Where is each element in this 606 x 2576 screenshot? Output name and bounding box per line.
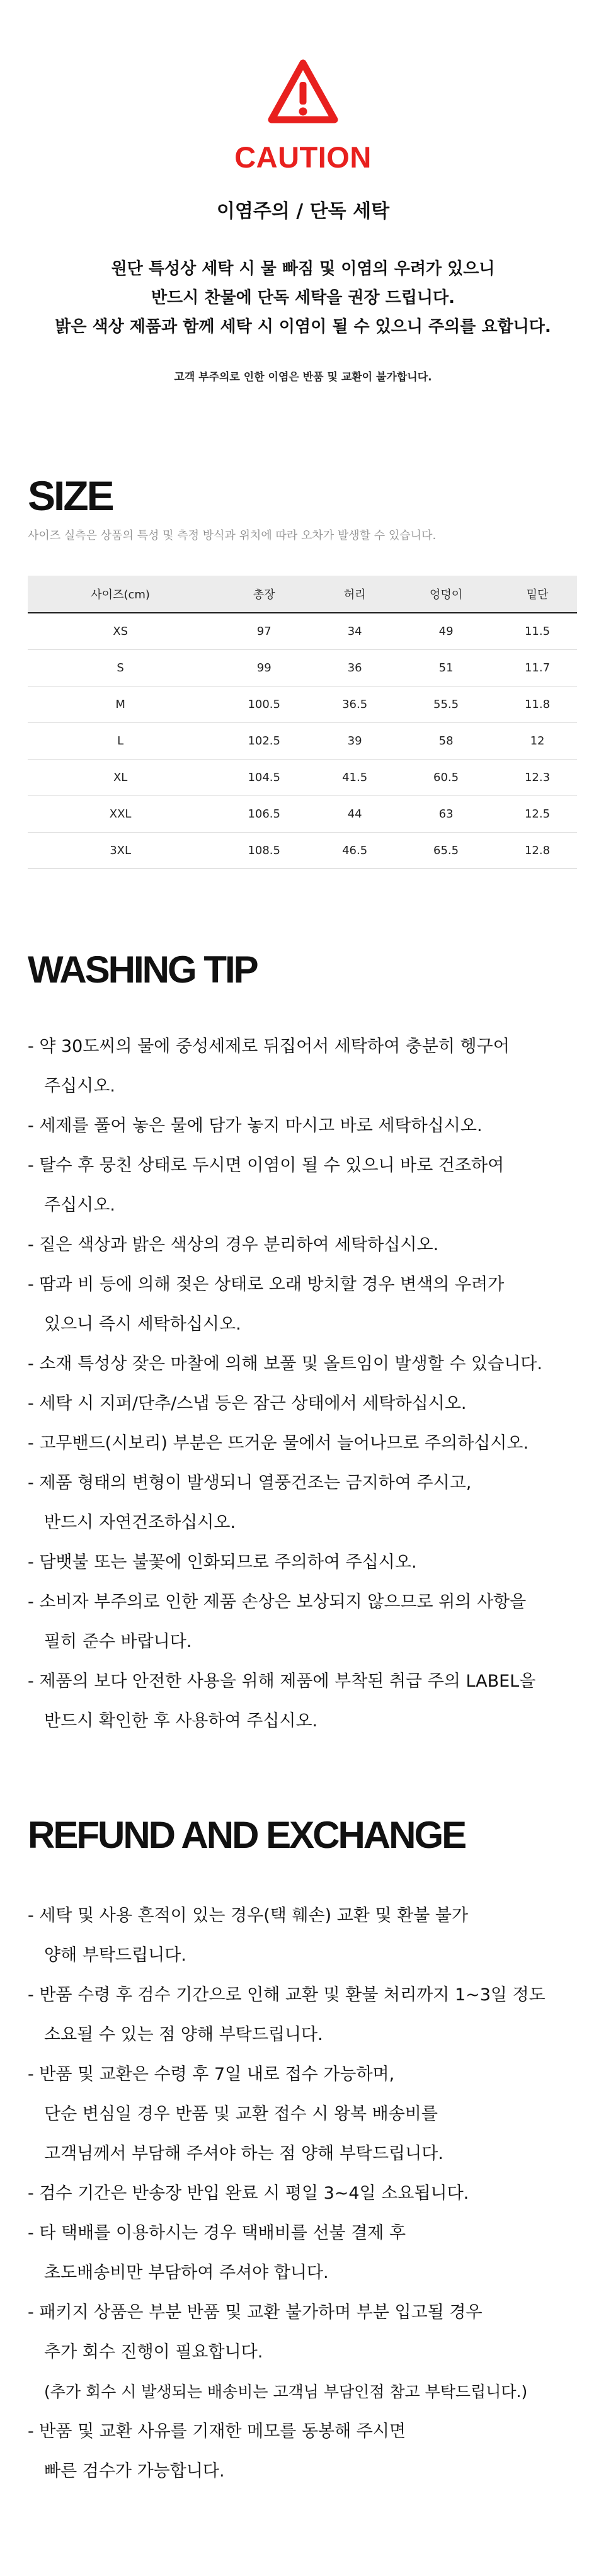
refund-exchange-list	[28, 1896, 582, 2491]
caution-line: 반드시 찬물에 단독 세탁을 권장 드립니다.	[151, 288, 455, 307]
size-title: SIZE	[28, 472, 113, 519]
washing-tip-line: - 세탁 시 지퍼/단추/스냅 등은 잠근 상태에서 세탁하십시오.	[28, 1394, 467, 1413]
refund-line: 초도배송비만 부담하여 주셔야 합니다.	[44, 2263, 329, 2282]
refund-exchange-title: REFUND AND EXCHANGE	[28, 1814, 466, 1856]
column-header: 허리	[315, 576, 394, 613]
refund-line: 빠른 검수가 가능합니다.	[44, 2461, 225, 2481]
table-cell: 12	[498, 723, 577, 760]
refund-line: 고객님께서 부담해 주셔야 하는 점 양해 부탁드립니다.	[44, 2144, 443, 2163]
washing-tip-line: 주십시오.	[44, 1076, 115, 1096]
table-cell: 65.5	[394, 833, 498, 869]
warning-triangle-icon	[266, 58, 340, 125]
table-cell: 104.5	[213, 760, 315, 796]
table-cell: 12.3	[498, 760, 577, 796]
refund-line: (추가 회수 시 발생되는 배송비는 고객님 부담인점 참고 부탁드립니다.)	[44, 2383, 528, 2401]
washing-tip-line: 필히 준수 바랍니다.	[44, 1632, 192, 1651]
refund-line: - 반품 및 교환 사유를 기재한 메모를 동봉해 주시면	[28, 2422, 406, 2441]
table-cell: XXL	[28, 796, 213, 833]
washing-tip-line: - 제품의 보다 안전한 사용을 위해 제품에 부착된 취급 주의 LABEL을	[28, 1672, 536, 1691]
washing-tip-line: - 탈수 후 뭉친 상태로 두시면 이염이 될 수 있으니 바로 건조하여	[28, 1156, 505, 1175]
table-cell: 41.5	[315, 760, 394, 796]
washing-tip-line: 반드시 확인한 후 사용하여 주십시오.	[44, 1711, 318, 1731]
table-cell: 11.7	[498, 650, 577, 687]
table-cell: 100.5	[213, 687, 315, 723]
washing-tip-title: WASHING TIP	[28, 949, 257, 991]
table-cell: 108.5	[213, 833, 315, 869]
washing-tip-line: - 약 30도씨의 물에 중성세제로 뒤집어서 세탁하여 충분히 헹구어	[28, 1037, 510, 1056]
table-row	[28, 760, 577, 796]
table-row	[28, 687, 577, 723]
table-cell: 36.5	[315, 687, 394, 723]
table-cell: 34	[315, 613, 394, 650]
refund-line: - 세탁 및 사용 흔적이 있는 경우(택 훼손) 교환 및 환불 불가	[28, 1906, 469, 1925]
washing-tip-line: - 땀과 비 등에 의해 젖은 상태로 오래 방치할 경우 변색의 우려가	[28, 1275, 505, 1294]
washing-tip-line: - 제품 형태의 변형이 발생되니 열풍건조는 금지하여 주시고,	[28, 1473, 472, 1493]
table-cell: 99	[213, 650, 315, 687]
table-row	[28, 650, 577, 687]
table-cell: 55.5	[394, 687, 498, 723]
size-table	[28, 576, 577, 869]
caution-heading: CAUTION	[234, 140, 372, 174]
washing-tip-line: 있으니 즉시 세탁하십시오.	[44, 1314, 241, 1334]
refund-line: - 타 택배를 이용하시는 경우 택배비를 선불 결제 후	[28, 2223, 406, 2243]
caution-note: 고객 부주의로 인한 이염은 반품 및 교환이 불가합니다.	[174, 371, 432, 384]
caution-line: 밝은 색상 제품과 함께 세탁 시 이염이 될 수 있으니 주의를 요합니다.	[55, 317, 551, 336]
refund-line: 양해 부탁드립니다.	[44, 1946, 186, 1965]
refund-line: - 검수 기간은 반송장 반입 완료 시 평일 3~4일 소요됩니다.	[28, 2184, 469, 2203]
table-cell: 11.8	[498, 687, 577, 723]
caution-line: 원단 특성상 세탁 시 물 빠짐 및 이염의 우려가 있으니	[111, 259, 495, 278]
table-cell: XS	[28, 613, 213, 650]
table-cell: 46.5	[315, 833, 394, 869]
washing-tip-line: - 짙은 색상과 밝은 색상의 경우 분리하여 세탁하십시오.	[28, 1235, 439, 1255]
washing-tip-line: - 세제를 풀어 놓은 물에 담가 놓지 마시고 바로 세탁하십시오.	[28, 1116, 483, 1136]
caution-title: 이염주의 / 단독 세탁	[216, 200, 390, 222]
table-cell: L	[28, 723, 213, 760]
column-header: 엉덩이	[394, 576, 498, 613]
table-cell: 97	[213, 613, 315, 650]
table-cell: 60.5	[394, 760, 498, 796]
refund-line: 소요될 수 있는 점 양해 부탁드립니다.	[44, 2025, 323, 2044]
table-cell: 11.5	[498, 613, 577, 650]
table-row	[28, 723, 577, 760]
size-subtitle: 사이즈 실측은 상품의 특성 및 측정 방식과 위치에 따라 오차가 발생할 수 있습니다.	[28, 529, 437, 542]
column-header: 총장	[213, 576, 315, 613]
refund-line: 단순 변심일 경우 반품 및 교환 접수 시 왕복 배송비를	[44, 2104, 438, 2124]
table-cell: 39	[315, 723, 394, 760]
table-cell: XL	[28, 760, 213, 796]
refund-line: - 반품 및 교환은 수령 후 7일 내로 접수 가능하며,	[28, 2065, 395, 2084]
table-row	[28, 833, 577, 869]
washing-tip-line: 주십시오.	[44, 1195, 115, 1215]
washing-tip-line: - 담뱃불 또는 불꽃에 인화되므로 주의하여 주십시오.	[28, 1553, 417, 1572]
washing-tip-line: - 소비자 부주의로 인한 제품 손상은 보상되지 않으므로 위의 사항을	[28, 1592, 527, 1612]
table-cell: 106.5	[213, 796, 315, 833]
table-cell: 3XL	[28, 833, 213, 869]
table-row	[28, 613, 577, 650]
size-table-header-row	[28, 576, 577, 613]
refund-line: 추가 회수 진행이 필요합니다.	[44, 2342, 263, 2362]
washing-tip-list	[28, 1027, 582, 1741]
caution-body	[0, 254, 606, 341]
table-cell: 51	[394, 650, 498, 687]
table-cell: M	[28, 687, 213, 723]
table-cell: 12.5	[498, 796, 577, 833]
refund-line: - 반품 수령 후 검수 기간으로 인해 교환 및 환불 처리까지 1~3일 정도	[28, 1985, 546, 2005]
table-cell: 102.5	[213, 723, 315, 760]
table-cell: 58	[394, 723, 498, 760]
washing-tip-line: 반드시 자연건조하십시오.	[44, 1513, 236, 1532]
table-cell: 49	[394, 613, 498, 650]
table-cell: 36	[315, 650, 394, 687]
column-header: 사이즈(cm)	[28, 576, 213, 613]
washing-tip-line: - 소재 특성상 잦은 마찰에 의해 보풀 및 올트임이 발생할 수 있습니다.	[28, 1354, 542, 1374]
washing-tip-line: - 고무밴드(시보리) 부분은 뜨거운 물에서 늘어나므로 주의하십시오.	[28, 1433, 529, 1453]
table-row	[28, 796, 577, 833]
refund-line: - 패키지 상품은 부분 반품 및 교환 불가하며 부분 입고될 경우	[28, 2303, 483, 2322]
table-cell: 63	[394, 796, 498, 833]
table-cell: 12.8	[498, 833, 577, 869]
table-cell: 44	[315, 796, 394, 833]
table-cell: S	[28, 650, 213, 687]
column-header: 밑단	[498, 576, 577, 613]
